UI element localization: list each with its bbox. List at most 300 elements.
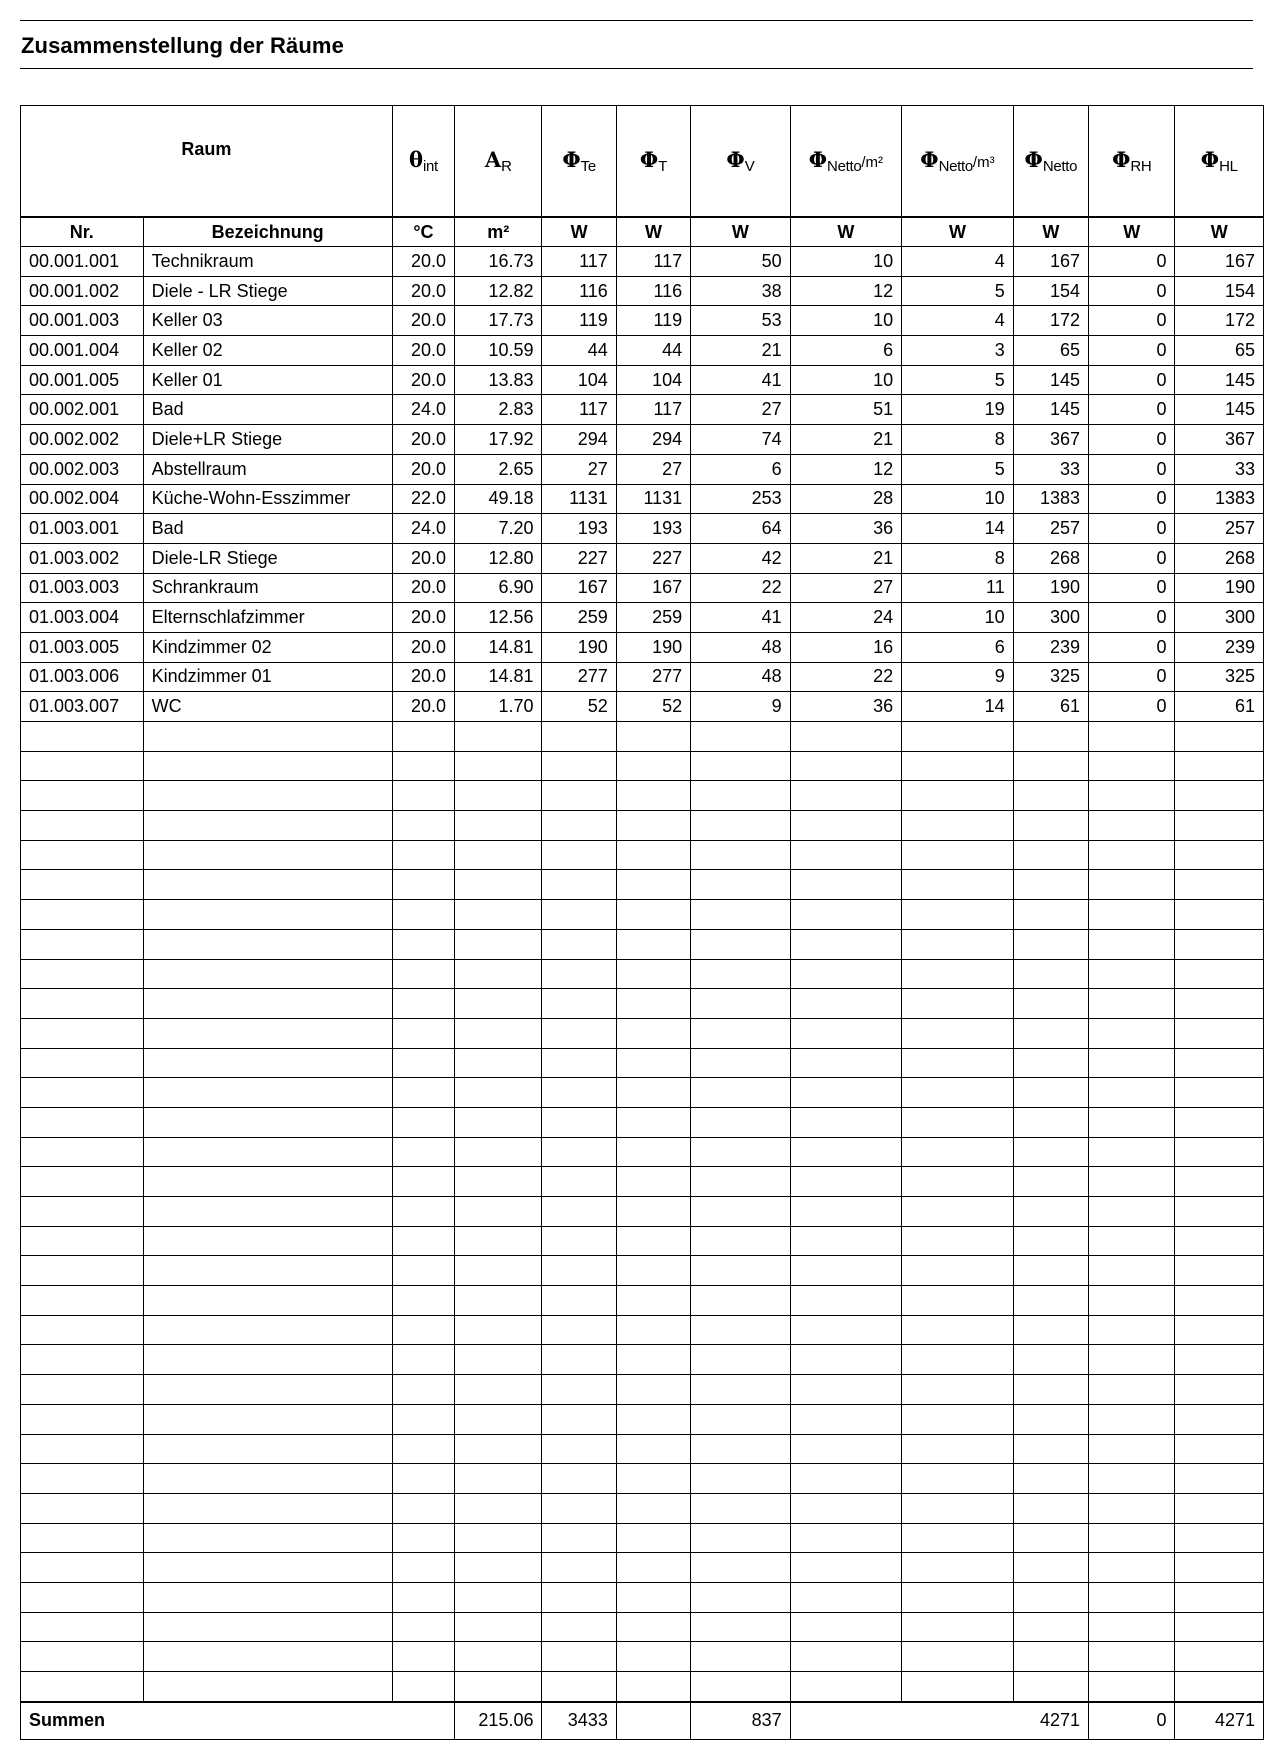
empty-cell (1089, 1315, 1175, 1345)
empty-cell (542, 959, 616, 989)
cell-area: 7.20 (455, 514, 542, 544)
empty-table-row (21, 1553, 1264, 1583)
empty-cell (143, 1226, 392, 1256)
empty-cell (1175, 1375, 1264, 1405)
empty-cell (1175, 1464, 1264, 1494)
cell-bezeichnung: Kindzimmer 01 (143, 662, 392, 692)
empty-cell (902, 900, 1014, 930)
empty-cell (691, 989, 790, 1019)
cell-phi-t: 259 (616, 603, 690, 633)
cell-phi-rh: 0 (1089, 247, 1175, 277)
empty-cell (790, 870, 902, 900)
cell-phi-te: 27 (542, 454, 616, 484)
empty-cell (691, 1018, 790, 1048)
empty-cell (542, 870, 616, 900)
cell-area: 14.81 (455, 662, 542, 692)
empty-cell (902, 1375, 1014, 1405)
empty-cell (21, 1493, 144, 1523)
empty-cell (1089, 1048, 1175, 1078)
cell-phi-v: 9 (691, 692, 790, 722)
empty-cell (392, 781, 454, 811)
cell-phi-netto-m2: 21 (790, 425, 902, 455)
cell-theta-int: 20.0 (392, 276, 454, 306)
empty-cell (143, 1315, 392, 1345)
empty-cell (616, 1612, 690, 1642)
cell-bezeichnung: Keller 03 (143, 306, 392, 336)
empty-cell (616, 1018, 690, 1048)
cell-phi-netto-m3: 8 (902, 425, 1014, 455)
table-row (21, 247, 1264, 277)
empty-cell (392, 1345, 454, 1375)
empty-cell (21, 1553, 144, 1583)
cell-phi-hl: 145 (1175, 365, 1264, 395)
cell-area: 17.92 (455, 425, 542, 455)
empty-cell (1175, 929, 1264, 959)
cell-theta-int: 20.0 (392, 425, 454, 455)
empty-table-row (21, 1523, 1264, 1553)
empty-cell (616, 1286, 690, 1316)
summen-phi-v: 837 (691, 1702, 790, 1740)
empty-cell (1089, 781, 1175, 811)
empty-cell (392, 1375, 454, 1405)
empty-cell (1089, 1137, 1175, 1167)
empty-cell (1175, 1048, 1264, 1078)
empty-cell (902, 1226, 1014, 1256)
empty-table-row (21, 722, 1264, 752)
empty-table-row (21, 1286, 1264, 1316)
cell-phi-netto-m3: 8 (902, 543, 1014, 573)
empty-cell (143, 1078, 392, 1108)
empty-cell (455, 929, 542, 959)
empty-cell (616, 1167, 690, 1197)
empty-cell (455, 1226, 542, 1256)
cell-phi-netto-m2: 51 (790, 395, 902, 425)
cell-phi-netto: 61 (1013, 692, 1088, 722)
empty-cell (392, 1672, 454, 1702)
empty-cell (542, 1375, 616, 1405)
cell-phi-v: 41 (691, 603, 790, 633)
empty-table-row (21, 1582, 1264, 1612)
cell-phi-netto-m3: 19 (902, 395, 1014, 425)
summen-phi-te: 3433 (542, 1702, 616, 1740)
empty-cell (392, 840, 454, 870)
cell-phi-te: 193 (542, 514, 616, 544)
summen-empty-cell (616, 1702, 690, 1740)
empty-cell (455, 1197, 542, 1227)
empty-cell (392, 1286, 454, 1316)
empty-cell (1175, 1256, 1264, 1286)
cell-area: 16.73 (455, 247, 542, 277)
empty-cell (455, 1048, 542, 1078)
table-row (21, 336, 1264, 366)
empty-cell (21, 1523, 144, 1553)
empty-cell (542, 1197, 616, 1227)
empty-cell (1175, 751, 1264, 781)
empty-cell (691, 811, 790, 841)
empty-cell (616, 781, 690, 811)
empty-cell (392, 1642, 454, 1672)
empty-cell (455, 1107, 542, 1137)
table-row (21, 306, 1264, 336)
cell-phi-netto: 300 (1013, 603, 1088, 633)
empty-cell (455, 1137, 542, 1167)
cell-phi-netto-m3: 4 (902, 306, 1014, 336)
empty-cell (691, 1672, 790, 1702)
cell-area: 14.81 (455, 632, 542, 662)
empty-table-row (21, 1493, 1264, 1523)
summen-phi-rh: 0 (1089, 1702, 1175, 1740)
cell-phi-netto-m2: 16 (790, 632, 902, 662)
empty-table-row (21, 1078, 1264, 1108)
empty-cell (691, 1523, 790, 1553)
cell-phi-netto-m2: 36 (790, 514, 902, 544)
empty-cell (1089, 1434, 1175, 1464)
cell-phi-hl: 167 (1175, 247, 1264, 277)
empty-cell (143, 1197, 392, 1227)
empty-cell (902, 959, 1014, 989)
empty-cell (143, 1553, 392, 1583)
empty-cell (542, 1137, 616, 1167)
empty-cell (1013, 1256, 1088, 1286)
cell-phi-hl: 65 (1175, 336, 1264, 366)
unit-w: W (616, 217, 690, 247)
cell-phi-te: 116 (542, 276, 616, 306)
empty-cell (616, 870, 690, 900)
empty-cell (392, 1197, 454, 1227)
cell-area: 17.73 (455, 306, 542, 336)
cell-phi-t: 27 (616, 454, 690, 484)
empty-cell (1013, 1642, 1088, 1672)
empty-cell (616, 1523, 690, 1553)
empty-cell (143, 1404, 392, 1434)
empty-cell (902, 751, 1014, 781)
empty-cell (1013, 929, 1088, 959)
empty-cell (616, 1582, 690, 1612)
empty-cell (21, 870, 144, 900)
empty-cell (542, 1167, 616, 1197)
cell-area: 12.82 (455, 276, 542, 306)
cell-phi-v: 74 (691, 425, 790, 455)
cell-phi-t: 190 (616, 632, 690, 662)
empty-cell (392, 1582, 454, 1612)
cell-phi-netto-m2: 10 (790, 247, 902, 277)
empty-cell (21, 900, 144, 930)
empty-table-row (21, 1137, 1264, 1167)
empty-cell (143, 1464, 392, 1494)
empty-cell (691, 1137, 790, 1167)
empty-cell (902, 1612, 1014, 1642)
empty-cell (1013, 1137, 1088, 1167)
empty-cell (790, 1226, 902, 1256)
unit-w: W (542, 217, 616, 247)
empty-cell (455, 900, 542, 930)
cell-bezeichnung: Abstellraum (143, 454, 392, 484)
empty-cell (455, 840, 542, 870)
empty-table-row (21, 1107, 1264, 1137)
cell-phi-te: 1131 (542, 484, 616, 514)
cell-nr: 00.002.003 (21, 454, 144, 484)
cell-phi-rh: 0 (1089, 454, 1175, 484)
empty-cell (1013, 1553, 1088, 1583)
cell-area: 12.80 (455, 543, 542, 573)
cell-phi-v: 253 (691, 484, 790, 514)
cell-bezeichnung: Bad (143, 514, 392, 544)
empty-cell (1089, 1672, 1175, 1702)
table-row (21, 692, 1264, 722)
cell-phi-v: 42 (691, 543, 790, 573)
cell-nr: 00.001.002 (21, 276, 144, 306)
cell-phi-netto-m3: 10 (902, 603, 1014, 633)
empty-cell (392, 1048, 454, 1078)
cell-theta-int: 20.0 (392, 454, 454, 484)
empty-cell (1013, 1226, 1088, 1256)
empty-table-row (21, 870, 1264, 900)
empty-cell (790, 1078, 902, 1108)
cell-phi-te: 117 (542, 247, 616, 277)
cell-nr: 01.003.001 (21, 514, 144, 544)
empty-cell (143, 1523, 392, 1553)
empty-cell (1175, 1078, 1264, 1108)
empty-cell (790, 1137, 902, 1167)
empty-cell (542, 1404, 616, 1434)
cell-phi-rh: 0 (1089, 514, 1175, 544)
empty-cell (691, 781, 790, 811)
empty-cell (455, 1078, 542, 1108)
cell-area: 10.59 (455, 336, 542, 366)
empty-cell (392, 1018, 454, 1048)
empty-cell (392, 1078, 454, 1108)
empty-cell (1089, 1404, 1175, 1434)
cell-phi-netto-m2: 6 (790, 336, 902, 366)
cell-bezeichnung: Diele+LR Stiege (143, 425, 392, 455)
empty-cell (1175, 1672, 1264, 1702)
empty-cell (691, 929, 790, 959)
table-row (21, 365, 1264, 395)
empty-cell (455, 781, 542, 811)
cell-area: 49.18 (455, 484, 542, 514)
table-row (21, 454, 1264, 484)
empty-cell (21, 1672, 144, 1702)
empty-cell (616, 1226, 690, 1256)
empty-table-row (21, 1642, 1264, 1672)
empty-cell (790, 989, 902, 1019)
empty-cell (616, 1197, 690, 1227)
empty-cell (902, 1493, 1014, 1523)
empty-cell (1013, 989, 1088, 1019)
page-title: Zusammenstellung der Räume (21, 33, 344, 58)
empty-cell (143, 1582, 392, 1612)
empty-cell (1175, 1167, 1264, 1197)
cell-nr: 01.003.006 (21, 662, 144, 692)
empty-cell (1089, 811, 1175, 841)
empty-cell (1089, 870, 1175, 900)
empty-cell (542, 1107, 616, 1137)
empty-cell (616, 1048, 690, 1078)
empty-cell (542, 1523, 616, 1553)
empty-cell (455, 1345, 542, 1375)
empty-cell (1175, 1018, 1264, 1048)
empty-cell (1089, 1286, 1175, 1316)
empty-cell (902, 1137, 1014, 1167)
empty-cell (455, 722, 542, 752)
empty-cell (1013, 1107, 1088, 1137)
empty-cell (542, 751, 616, 781)
empty-table-row (21, 1018, 1264, 1048)
cell-phi-te: 44 (542, 336, 616, 366)
cell-phi-netto: 145 (1013, 395, 1088, 425)
empty-cell (691, 1078, 790, 1108)
empty-cell (1013, 1286, 1088, 1316)
empty-cell (455, 1375, 542, 1405)
header-phi-te: $\Phi_{Te}$ (542, 106, 616, 218)
empty-cell (392, 1226, 454, 1256)
empty-cell (790, 1493, 902, 1523)
empty-table-row (21, 751, 1264, 781)
empty-cell (392, 751, 454, 781)
empty-cell (616, 1256, 690, 1286)
empty-cell (1089, 1582, 1175, 1612)
empty-cell (1089, 959, 1175, 989)
cell-bezeichnung: Küche-Wohn-Esszimmer (143, 484, 392, 514)
cell-nr: 00.001.001 (21, 247, 144, 277)
empty-cell (392, 1493, 454, 1523)
cell-theta-int: 20.0 (392, 662, 454, 692)
empty-cell (616, 989, 690, 1019)
empty-cell (542, 1612, 616, 1642)
empty-cell (790, 1553, 902, 1583)
cell-phi-t: 104 (616, 365, 690, 395)
empty-cell (616, 900, 690, 930)
empty-cell (902, 870, 1014, 900)
cell-phi-v: 48 (691, 662, 790, 692)
cell-nr: 00.001.005 (21, 365, 144, 395)
header-row-units (21, 217, 1264, 247)
cell-nr: 01.003.003 (21, 573, 144, 603)
empty-cell (790, 1434, 902, 1464)
empty-cell (21, 781, 144, 811)
empty-cell (691, 1226, 790, 1256)
empty-cell (1013, 751, 1088, 781)
empty-table-row (21, 1197, 1264, 1227)
empty-cell (455, 811, 542, 841)
header-phi-hl: $\Phi_{HL}$ (1175, 106, 1264, 218)
cell-theta-int: 20.0 (392, 365, 454, 395)
cell-phi-rh: 0 (1089, 395, 1175, 425)
cell-bezeichnung: Diele-LR Stiege (143, 543, 392, 573)
header-phi-netto-m3: $\Phi_{Netto}/m^3$ (902, 106, 1014, 218)
empty-cell (790, 1018, 902, 1048)
empty-cell (1175, 1345, 1264, 1375)
cell-phi-netto-m2: 24 (790, 603, 902, 633)
cell-phi-hl: 257 (1175, 514, 1264, 544)
cell-theta-int: 20.0 (392, 692, 454, 722)
cell-phi-v: 50 (691, 247, 790, 277)
unit-w: W (790, 217, 902, 247)
empty-table-row (21, 1167, 1264, 1197)
empty-cell (1013, 1197, 1088, 1227)
title-rule-bottom (20, 68, 1253, 69)
empty-cell (143, 870, 392, 900)
cell-nr: 01.003.007 (21, 692, 144, 722)
empty-cell (143, 1167, 392, 1197)
empty-cell (1013, 1672, 1088, 1702)
empty-cell (902, 1672, 1014, 1702)
cell-phi-netto: 1383 (1013, 484, 1088, 514)
cell-phi-rh: 0 (1089, 543, 1175, 573)
empty-cell (1013, 1048, 1088, 1078)
cell-phi-t: 294 (616, 425, 690, 455)
empty-cell (616, 1672, 690, 1702)
cell-phi-t: 119 (616, 306, 690, 336)
empty-cell (1013, 811, 1088, 841)
empty-cell (790, 1315, 902, 1345)
empty-cell (1089, 1523, 1175, 1553)
empty-cell (616, 1137, 690, 1167)
empty-cell (790, 900, 902, 930)
empty-cell (1175, 1404, 1264, 1434)
empty-table-row (21, 1612, 1264, 1642)
table-row (21, 425, 1264, 455)
empty-cell (1013, 1464, 1088, 1494)
empty-cell (1089, 1107, 1175, 1137)
empty-cell (691, 1493, 790, 1523)
cell-phi-hl: 268 (1175, 543, 1264, 573)
empty-cell (691, 1197, 790, 1227)
table-row (21, 662, 1264, 692)
empty-cell (1013, 1315, 1088, 1345)
cell-theta-int: 20.0 (392, 603, 454, 633)
empty-cell (790, 929, 902, 959)
cell-nr: 00.002.001 (21, 395, 144, 425)
empty-cell (1089, 989, 1175, 1019)
empty-table-row (21, 989, 1264, 1019)
cell-phi-v: 27 (691, 395, 790, 425)
empty-cell (691, 1464, 790, 1494)
empty-cell (691, 1167, 790, 1197)
cell-bezeichnung: Keller 02 (143, 336, 392, 366)
empty-cell (1175, 1137, 1264, 1167)
header-phi-v: $\Phi_V$ (691, 106, 790, 218)
empty-cell (1089, 1612, 1175, 1642)
cell-phi-t: 52 (616, 692, 690, 722)
empty-cell (21, 929, 144, 959)
empty-cell (1013, 1612, 1088, 1642)
cell-theta-int: 20.0 (392, 543, 454, 573)
empty-cell (455, 1018, 542, 1048)
empty-cell (790, 1464, 902, 1494)
cell-phi-t: 227 (616, 543, 690, 573)
empty-cell (542, 989, 616, 1019)
empty-cell (616, 1464, 690, 1494)
empty-cell (1089, 1345, 1175, 1375)
table-row (21, 603, 1264, 633)
empty-cell (691, 1642, 790, 1672)
empty-cell (392, 900, 454, 930)
empty-cell (902, 1345, 1014, 1375)
empty-cell (691, 1315, 790, 1345)
empty-cell (1013, 959, 1088, 989)
empty-cell (455, 870, 542, 900)
empty-cell (1013, 900, 1088, 930)
empty-table-row (21, 1345, 1264, 1375)
unit-w: W (902, 217, 1014, 247)
empty-cell (21, 1137, 144, 1167)
empty-cell (790, 1167, 902, 1197)
unit-w: W (691, 217, 790, 247)
cell-phi-t: 44 (616, 336, 690, 366)
empty-cell (691, 1434, 790, 1464)
table-row (21, 632, 1264, 662)
